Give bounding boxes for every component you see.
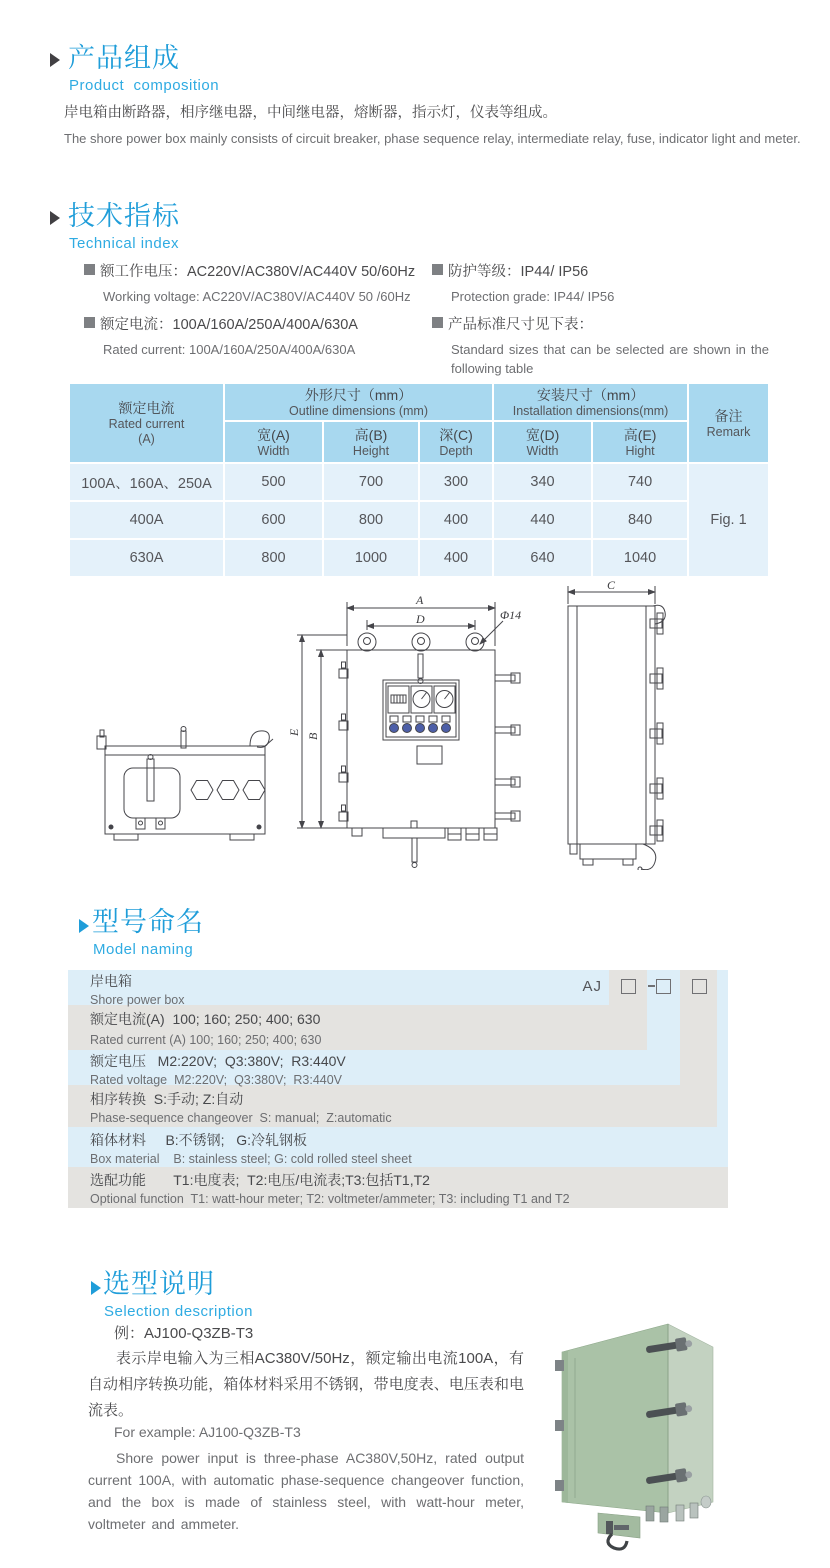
selection-title-en: Selection description xyxy=(104,1303,253,1320)
section-arrow-icon xyxy=(50,53,60,67)
naming-row-shore-power-box: 岸电箱 Shore power box xyxy=(90,973,185,1007)
naming-row-box-material: 箱体材料 B:不锈钢; G:冷轧钢板 Box material B: stainless steel; G: cold rolled steel sheet xyxy=(90,1132,412,1166)
model-naming-diagram xyxy=(68,970,728,1208)
spec-bullet-icon xyxy=(432,264,443,275)
dim-label-b: B xyxy=(306,732,320,740)
selection-example-en: For example: AJ100-Q3ZB-T3 xyxy=(114,1424,301,1440)
dimension-table xyxy=(68,382,770,578)
th-height-e: 高(E) Hight xyxy=(592,421,688,463)
th-depth-c: 深(C) Depth xyxy=(419,421,493,463)
technical-title-en: Technical index xyxy=(69,235,180,252)
spec-bullet-icon xyxy=(432,317,443,328)
table-row: 400A 600 800 400 440 840 xyxy=(69,501,769,539)
meter-panel xyxy=(383,680,459,740)
composition-title-en: Product composition xyxy=(69,77,220,94)
model-dash xyxy=(648,985,655,987)
model-placeholder-box xyxy=(621,979,636,994)
technical-title-zh: 技术指标 xyxy=(68,201,180,231)
spec-working-voltage-zh: 额工作电压：AC220V/AC380V/AC440V 50/60Hz xyxy=(100,264,416,280)
dim-label-e: E xyxy=(287,728,301,736)
cell-current: 630A xyxy=(69,539,224,577)
selection-title-zh: 选型说明 xyxy=(103,1269,215,1299)
spec-protection-zh: 防护等级：IP44/ IP56 xyxy=(448,264,589,280)
th-width-a: 宽(A) Width xyxy=(224,421,323,463)
naming-row-optional-function: 选配功能 T1:电度表; T2:电压/电流表;T3:包括T1,T2 Optional function T1: watt-hour meter; T2: voltmeter/ammeter; T3: including T1 and T2 xyxy=(90,1172,570,1206)
spec-protection-en: Protection grade: IP44/ IP56 xyxy=(451,289,615,304)
dim-label-a: A xyxy=(416,593,424,607)
drawing-front-view xyxy=(297,602,520,868)
section-arrow-icon xyxy=(79,919,89,933)
table-row: 630A 800 1000 400 640 1040 xyxy=(69,539,769,577)
th-rated-current: 额定电流 Rated current (A) xyxy=(69,383,224,463)
composition-title-zh: 产品组成 xyxy=(68,43,180,73)
cell-remark: Fig. 1 xyxy=(688,463,769,577)
th-remark: 备注 Remark xyxy=(688,383,769,463)
product-photo xyxy=(540,1290,830,1568)
cell-current: 100A、160A、250A xyxy=(69,463,224,501)
section-arrow-icon xyxy=(50,211,60,225)
selection-example-zh: 例：AJ100-Q3ZB-T3 xyxy=(114,1325,254,1342)
spec-bullet-icon xyxy=(84,317,95,328)
model-placeholder-box xyxy=(656,979,671,994)
selection-body-en: Shore power input is three-phase AC380V,50Hz, rated output current 100A, with automatic phase-sequence changeover function, and the box is made of stainless steel, with watt-hour meter, voltmeter and ammeter. xyxy=(88,1450,524,1532)
composition-body-en: The shore power box mainly consists of circuit breaker, phase sequence relay, intermediate relay, fuse, indicator light and meter. xyxy=(64,131,801,146)
drawing-side-view xyxy=(568,586,665,870)
spec-bullet-icon xyxy=(84,264,95,275)
selection-body-zh: 表示岸电输入为三相AC380V/50Hz，额定输出电流100A，有自动相序转换功能，箱体材料采用不锈钢，带电度表、电压表和电流表。 xyxy=(88,1350,524,1419)
spec-standard-size-en: Standard sizes that can be selected are shown in the following table xyxy=(451,342,769,376)
composition-body-zh: 岸电箱由断路器，相序继电器，中间继电器，熔断器，指示灯，仪表等组成。 xyxy=(64,105,557,121)
naming-row-rated-voltage: 额定电压 M2:220V; Q3:380V; R3:440V Rated voltage M2:220V; Q3:380V; R3:440V xyxy=(90,1053,346,1087)
dim-label-d: D xyxy=(416,612,425,626)
spec-rated-current-en: Rated current: 100A/160A/250A/400A/630A xyxy=(103,342,356,357)
naming-row-rated-current: 额定电流(A) 100; 160; 250; 400; 630 Rated current (A) 100; 160; 250; 400; 630 xyxy=(90,1011,322,1047)
cell-current: 400A xyxy=(69,501,224,539)
table-row: 100A、160A、250A 500 700 300 340 740 Fig. 1 xyxy=(69,463,769,501)
spec-standard-size-zh: 产品标准尺寸见下表： xyxy=(448,317,593,333)
th-installation-dimensions: 安装尺寸（mm） Installation dimensions(mm) xyxy=(493,383,688,421)
th-width-d: 宽(D) Width xyxy=(493,421,592,463)
section-arrow-icon xyxy=(91,1281,101,1295)
spec-working-voltage-en: Working voltage: AC220V/AC380V/AC440V 50 /60Hz xyxy=(103,289,411,304)
model-naming-title-en: Model naming xyxy=(93,941,194,958)
model-placeholder-box xyxy=(692,979,707,994)
drawing-bottom-view xyxy=(97,727,273,841)
dim-label-dia: Φ14 xyxy=(500,608,522,622)
model-prefix: AJ xyxy=(582,978,602,995)
shore-power-box-photo xyxy=(555,1324,713,1549)
model-naming-title-zh: 型号命名 xyxy=(92,907,204,937)
th-outline-dimensions: 外形尺寸（mm） Outline dimensions (mm) xyxy=(224,383,493,421)
technical-drawing xyxy=(80,578,780,870)
naming-row-phase-sequence: 相序转换 S:手动; Z:自动 Phase-sequence changeover S: manual; Z:automatic xyxy=(90,1091,392,1125)
th-height-b: 高(B) Height xyxy=(323,421,419,463)
spec-rated-current-zh: 额定电流：100A/160A/250A/400A/630A xyxy=(100,317,358,333)
dim-label-c: C xyxy=(607,578,616,592)
